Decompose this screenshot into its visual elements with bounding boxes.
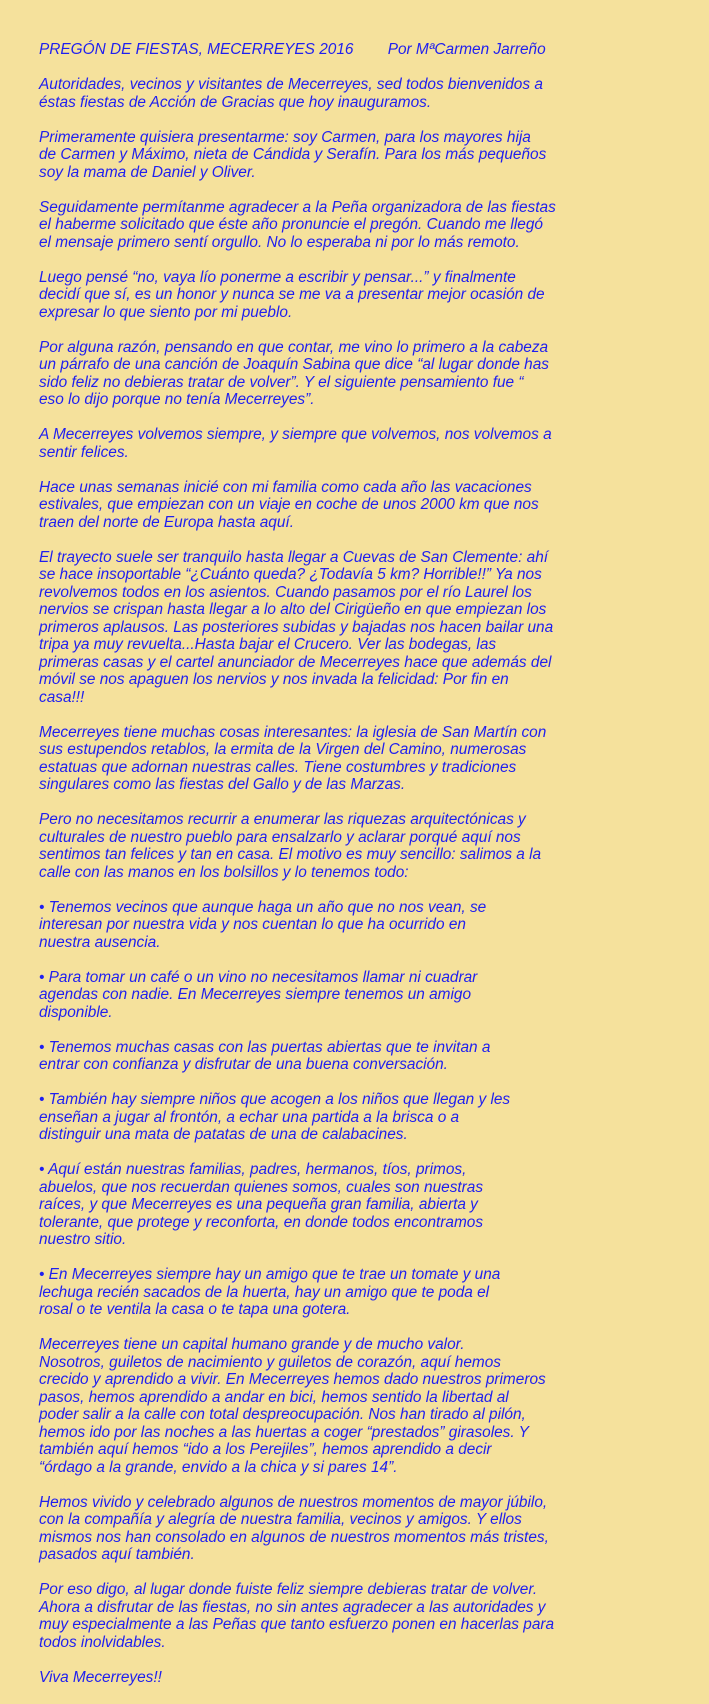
bullet-friends: • En Mecerreyes siempre hay un amigo que te trae un tomate y una lechuga recién sacados de la huerta, hay un amigo que te poda el rosal o te ventila la casa o te tapa una gotera. xyxy=(39,1266,501,1318)
paragraph-simple-reason: Pero no necesitamos recurrir a enumerar las riquezas arquitectónicas y culturales de nuestro pueblo para ensalzarlo y aclarar porqué aquí nos sentimos tan felices y tan en casa. El motivo es muy sencillo: salimos a la calle con las manos en los bolsillos y lo tenemos todo: xyxy=(39,811,542,881)
paragraph-always-return: A Mecerreyes volvemos siempre, y siempre que volvemos, nos volvemos a sentir felices. xyxy=(39,426,552,461)
paragraph-vacation: Hace unas semanas inicié con mi familia como cada año las vacaciones estivales, que empiezan con un viaje en coche de unos 2000 km que nos traen del norte de Europa hasta aquí. xyxy=(39,478,539,531)
paragraph-closing: Por eso digo, al lugar donde fuiste feliz siempre debieras tratar de volver. Ahora a disfrutar de las fiestas, no sin antes agradecer a las autoridades y muy especialmente a las Peñas que tanto esfuerzo ponen en hacerlas para todos inolvidables. xyxy=(39,1581,555,1651)
paragraph-decision: Luego pensé “no, vaya lío ponerme a escribir y pensar...” y finalmente decidí que sí, es un honor y nunca se me va a presentar mejor ocasión de expresar lo que siento por mi pueblo. xyxy=(39,268,545,321)
paragraph-human-capital: Mecerreyes tiene un capital humano grande y de mucho valor. Nosotros, guiletos de nacimiento y guiletos de corazón, aquí hemos crecido y aprendido a vivir. En Mecerreyes hemos dado nuestros primeros pasos, hemos aprendido a andar en bici, hemos sentido la libertad al poder salir a la calle con total despreocupación. Nos han tirado al pilón, hemos ido por las noches a las huertas a coger “prestados” girasoles. Y también aquí hemos “ido a los Perejiles”, hemos aprendido a decir “órdago a la grande, envido a la chica y si pares 14”. xyxy=(39,1336,546,1476)
paragraph-journey: El trayecto suele ser tranquilo hasta llegar a Cuevas de San Clemente: ahí se hace insoportable “¿Cuánto queda? ¿Todavía 5 km? Horrible!!” Ya nos revolvemos todos en los asientos. Cuando pasamos por el río Laurel los nervios se crispan hasta llegar a lo alto del Cirigüeño en que empiezan los primeros aplausos. Las posteriores subidas y bajadas nos hacen bailar una tripa ya muy revuelta...Hasta bajar el Crucero. Ver las bodegas, las primeras casas y el cartel anunciador de Mecerreyes hace que además del móvil se nos apaguen los nervios y nos invada la felicidad: Por fin en casa!!! xyxy=(39,548,554,706)
bullet-coffee: • Para tomar un café o un vino no necesitamos llamar ni cuadrar agendas con nadie. En Mecerreyes siempre tenemos un amigo disponible. xyxy=(39,968,478,1021)
bullet-neighbors: • Tenemos vecinos que aunque haga un año que no nos vean, se interesan por nuestra vida y nos cuentan lo que ha ocurrido en nuestra ausencia. xyxy=(39,898,487,951)
paragraph-thanks: Seguidamente permítanme agradecer a la Peña organizadora de las fiestas el haberme solicitado que éste año pronuncie el pregón. Cuando me llegó el mensaje primero sentí orgullo. No lo esperaba ni por lo más remoto. xyxy=(39,198,556,251)
document-title: PREGÓN DE FIESTAS, MECERREYES 2016 xyxy=(39,41,354,58)
paragraph-attractions: Mecerreyes tiene muchas cosas interesantes: la iglesia de San Martín con sus estupendos retablos, la ermita de la Virgen del Camino, numerosas estatuas que adornan nuestras calles. Tiene costumbres y tradiciones singulares como las fiestas del Gallo y de las Marzas. xyxy=(39,723,547,793)
bullet-families: • Aquí están nuestras familias, padres, hermanos, tíos, primos, abuelos, que nos recuerdan quienes somos, cuales son nuestras raíces, y que Mecerreyes es una pequeña gran familia, abierta y tolerante, que protege y reconforta, en donde todos encontramos nuestro sitio. xyxy=(39,1161,484,1248)
paragraph-introduction: Primeramente quisiera presentarme: soy Carmen, para los mayores hija de Carmen y Máximo, nieta de Cándida y Serafín. Para los más pequeños soy la mama de Daniel y Oliver. xyxy=(39,128,547,181)
document-body xyxy=(39,41,689,1704)
paragraph-welcome: Autoridades, vecinos y visitantes de Mecerreyes, sed todos bienvenidos a éstas fiestas de Acción de Gracias que hoy inauguramos. xyxy=(39,76,543,111)
document-author: Por MªCarmen Jarreño xyxy=(387,41,546,58)
paragraph-viva: Viva Mecerreyes!! xyxy=(39,1668,162,1686)
bullet-open-doors: • Tenemos muchas casas con las puertas abiertas que te invitan a entrar con confianza y disfrutar de una buena conversación. xyxy=(39,1038,491,1073)
paragraph-memories: Hemos vivido y celebrado algunos de nuestros momentos de mayor júbilo, con la compañía y alegría de nuestra familia, vecinos y amigos. Y ellos mismos nos han consolado en algunos de nuestros momentos más tristes, pasados aquí también. xyxy=(39,1493,549,1563)
bullet-children: • También hay siempre niños que acogen a los niños que llegan y les enseñan a jugar al frontón, a echar una partida a la brisca o a distinguir una mata de patatas de una de calabacines. xyxy=(39,1091,511,1143)
document-header xyxy=(39,41,689,59)
paragraph-sabina-quote: Por alguna razón, pensando en que contar, me vino lo primero a la cabeza un párrafo de una canción de Joaquín Sabina que dice “al lugar donde has sido feliz no debieras tratar de volver”. Y el siguiente pensamiento fue “ eso lo dijo porque no tenía Mecerreyes”. xyxy=(39,338,549,408)
